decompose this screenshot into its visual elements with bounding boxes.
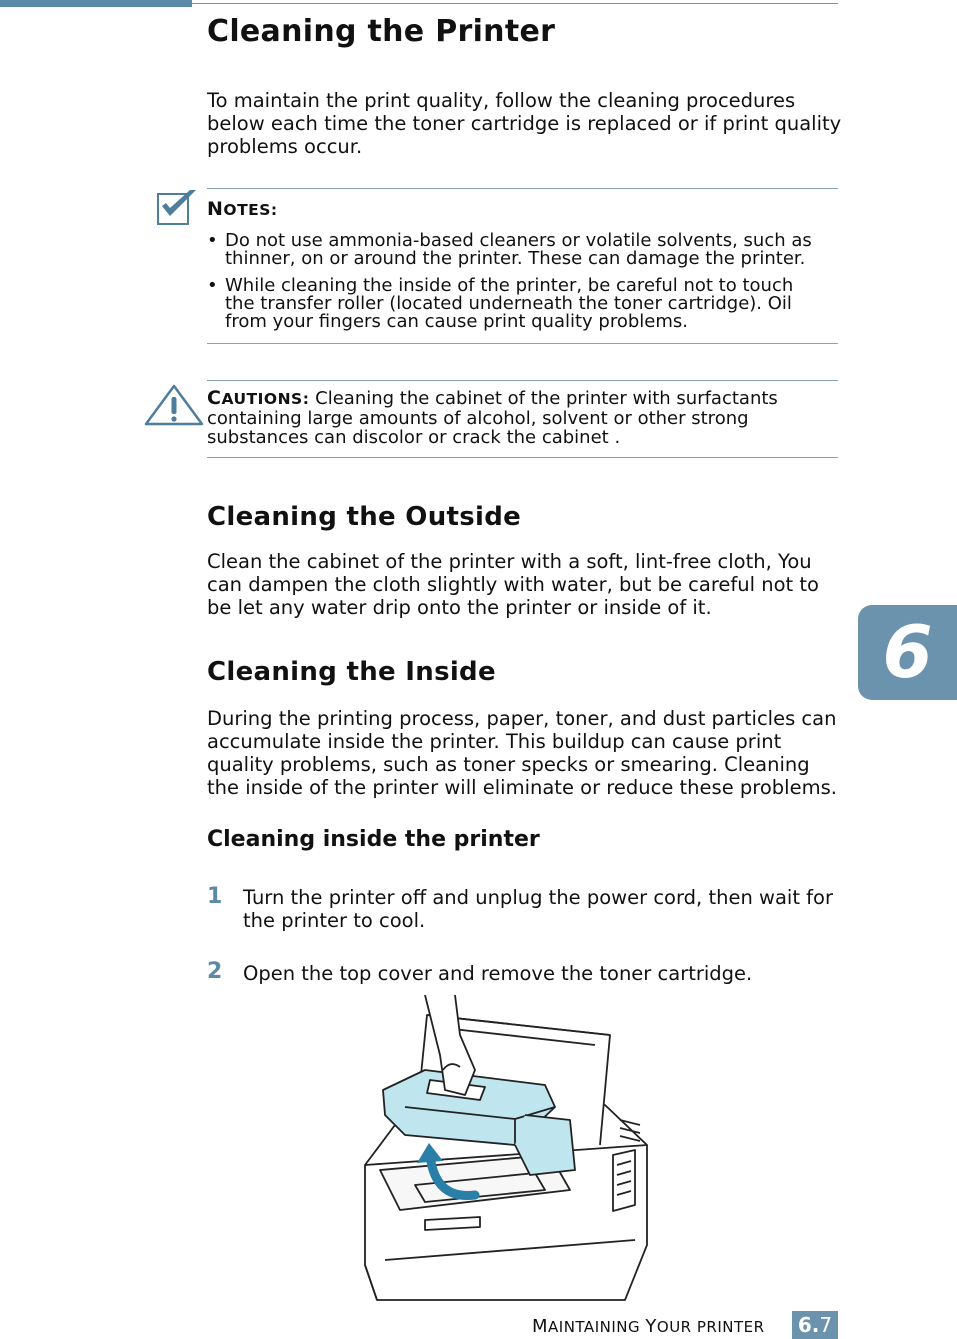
outside-paragraph: Clean the cabinet of the printer with a soft, lint-free cloth, You can dampen the cloth slightly with water, but be careful not to be let any water drip onto the printer or inside of it. bbox=[207, 550, 819, 619]
warning-icon bbox=[143, 383, 205, 427]
notes-bottom-rule bbox=[207, 343, 838, 344]
checkmark-icon bbox=[150, 186, 200, 228]
caution-top-rule bbox=[207, 380, 838, 381]
note-bullet-1: • Do not use ammonia-based cleaners or volatile solvents, such as thinner, on or around the printer. These can damage the printer. bbox=[207, 230, 812, 269]
inside-paragraph: During the printing process, paper, toner, and dust particles can accumulate inside the printer. This buildup can cause print quality problems, such as toner specks or smearing. Cleaning the inside of the printer will eliminate or reduce these problems. bbox=[207, 707, 837, 799]
step-2-number: 2 bbox=[207, 959, 223, 984]
inside-subheading: Cleaning inside the printer bbox=[207, 827, 540, 852]
notes-title: NOTES: bbox=[207, 198, 278, 220]
chapter-tab: 6 bbox=[858, 605, 957, 700]
notes-top-rule bbox=[207, 188, 838, 189]
page-number: 6.7 bbox=[792, 1311, 838, 1339]
page-title: Cleaning the Printer bbox=[207, 14, 556, 49]
step-1-number: 1 bbox=[207, 884, 223, 909]
caution-paragraph: CAUTIONS: Cleaning the cabinet of the printer with surfactants containing large amounts of alcohol, solvent or other strong substances can discolor or crack the cabinet . bbox=[207, 387, 778, 448]
footer-section-title: MAINTAINING YOUR PRINTER bbox=[532, 1316, 765, 1337]
inside-heading: Cleaning the Inside bbox=[207, 657, 496, 687]
intro-paragraph: To maintain the print quality, follow the cleaning procedures below each time the toner cartridge is replaced or if print quality problems occur. bbox=[207, 89, 842, 158]
caution-bottom-rule bbox=[207, 457, 838, 458]
top-rule bbox=[192, 3, 838, 4]
step-2-text: Open the top cover and remove the toner cartridge. bbox=[243, 962, 753, 985]
note-bullet-2: • While cleaning the inside of the printer, be careful not to touch the transfer roller (located underneath the toner cartridge). Oil from your fingers can cause print quality problems. bbox=[207, 275, 794, 332]
printer-toner-removal-illustration bbox=[355, 995, 655, 1307]
step-1-text: Turn the printer off and unplug the power cord, then wait for the printer to cool. bbox=[243, 886, 833, 932]
outside-heading: Cleaning the Outside bbox=[207, 502, 522, 532]
top-accent-bar bbox=[0, 0, 192, 7]
